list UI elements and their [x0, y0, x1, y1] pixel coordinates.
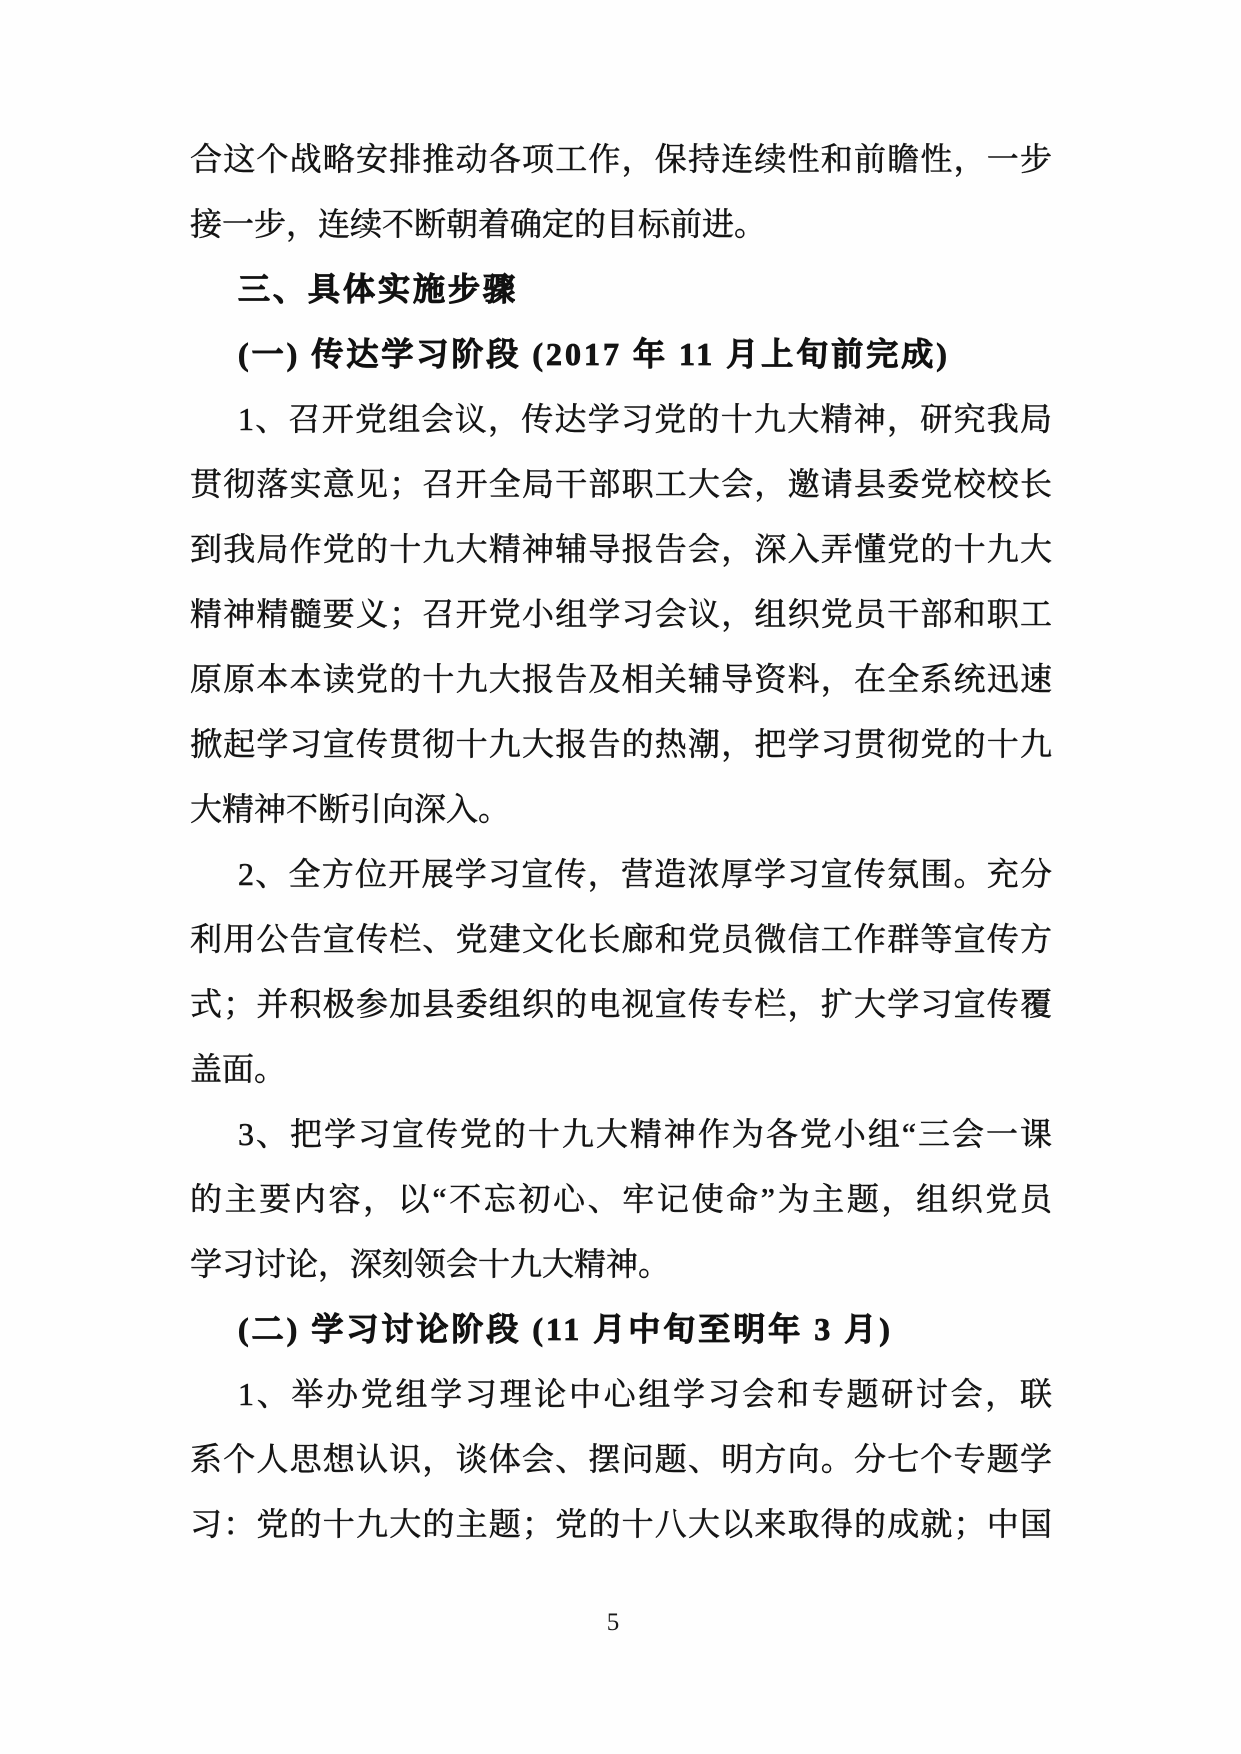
text-line-15: 盖面。 [190, 1051, 287, 1087]
text-line-5: 1、召开党组会议，传达学习党的十九大精神，研究我局 [238, 401, 1052, 437]
text-line-20: 1、举办党组学习理论中心组学习会和专题研讨会，联 [238, 1376, 1052, 1412]
text-line-18: 学习讨论，深刻领会十九大精神。 [190, 1246, 671, 1282]
text-line-8: 精神精髓要义；召开党小组学习会议，组织党员干部和职工 [190, 596, 1052, 632]
text-line-17: 的主要内容，以“不忘初心、牢记使命”为主题，组织党员 [190, 1181, 1052, 1217]
text-line-13: 利用公告宣传栏、党建文化长廊和党员微信工作群等宣传方 [190, 921, 1052, 957]
text-line-9: 原原本本读党的十九大报告及相关辅导资料，在全系统迅速 [190, 661, 1052, 697]
text-line-14: 式；并积极参加县委组织的电视宣传专栏，扩大学习宣传覆 [190, 986, 1052, 1022]
text-line-10: 掀起学习宣传贯彻十九大报告的热潮，把学习贯彻党的十九 [190, 726, 1052, 762]
text-line-11: 大精神不断引向深入。 [190, 791, 511, 827]
text-line-16: 3、把学习宣传党的十九大精神作为各党小组“三会一课 [238, 1116, 1052, 1152]
text-line-1: 合这个战略安排推动各项工作，保持连续性和前瞻性，一步 [190, 141, 1052, 177]
stage-1-heading: (一) 传达学习阶段 (2017 年 11 月上旬前完成) [238, 336, 950, 372]
text-line-21: 系个人思想认识，谈体会、摆问题、明方向。分七个专题学 [190, 1441, 1052, 1477]
stage-2-heading: (二) 学习讨论阶段 (11 月中旬至明年 3 月) [238, 1311, 893, 1347]
text-line-2: 接一步，连续不断朝着确定的目标前进。 [190, 206, 767, 242]
text-line-6: 贯彻落实意见；召开全局干部职工大会，邀请县委党校校长 [190, 466, 1052, 502]
page-number: 5 [606, 1609, 620, 1636]
text-block [190, 127, 1052, 1557]
text-line-7: 到我局作党的十九大精神辅导报告会，深入弄懂党的十九大 [190, 531, 1052, 567]
text-line-12: 2、全方位开展学习宣传，营造浓厚学习宣传氛围。充分 [238, 856, 1052, 892]
text-line-22: 习：党的十九大的主题；党的十八大以来取得的成就；中国 [190, 1506, 1052, 1542]
section-heading-3: 三、具体实施步骤 [238, 271, 519, 307]
